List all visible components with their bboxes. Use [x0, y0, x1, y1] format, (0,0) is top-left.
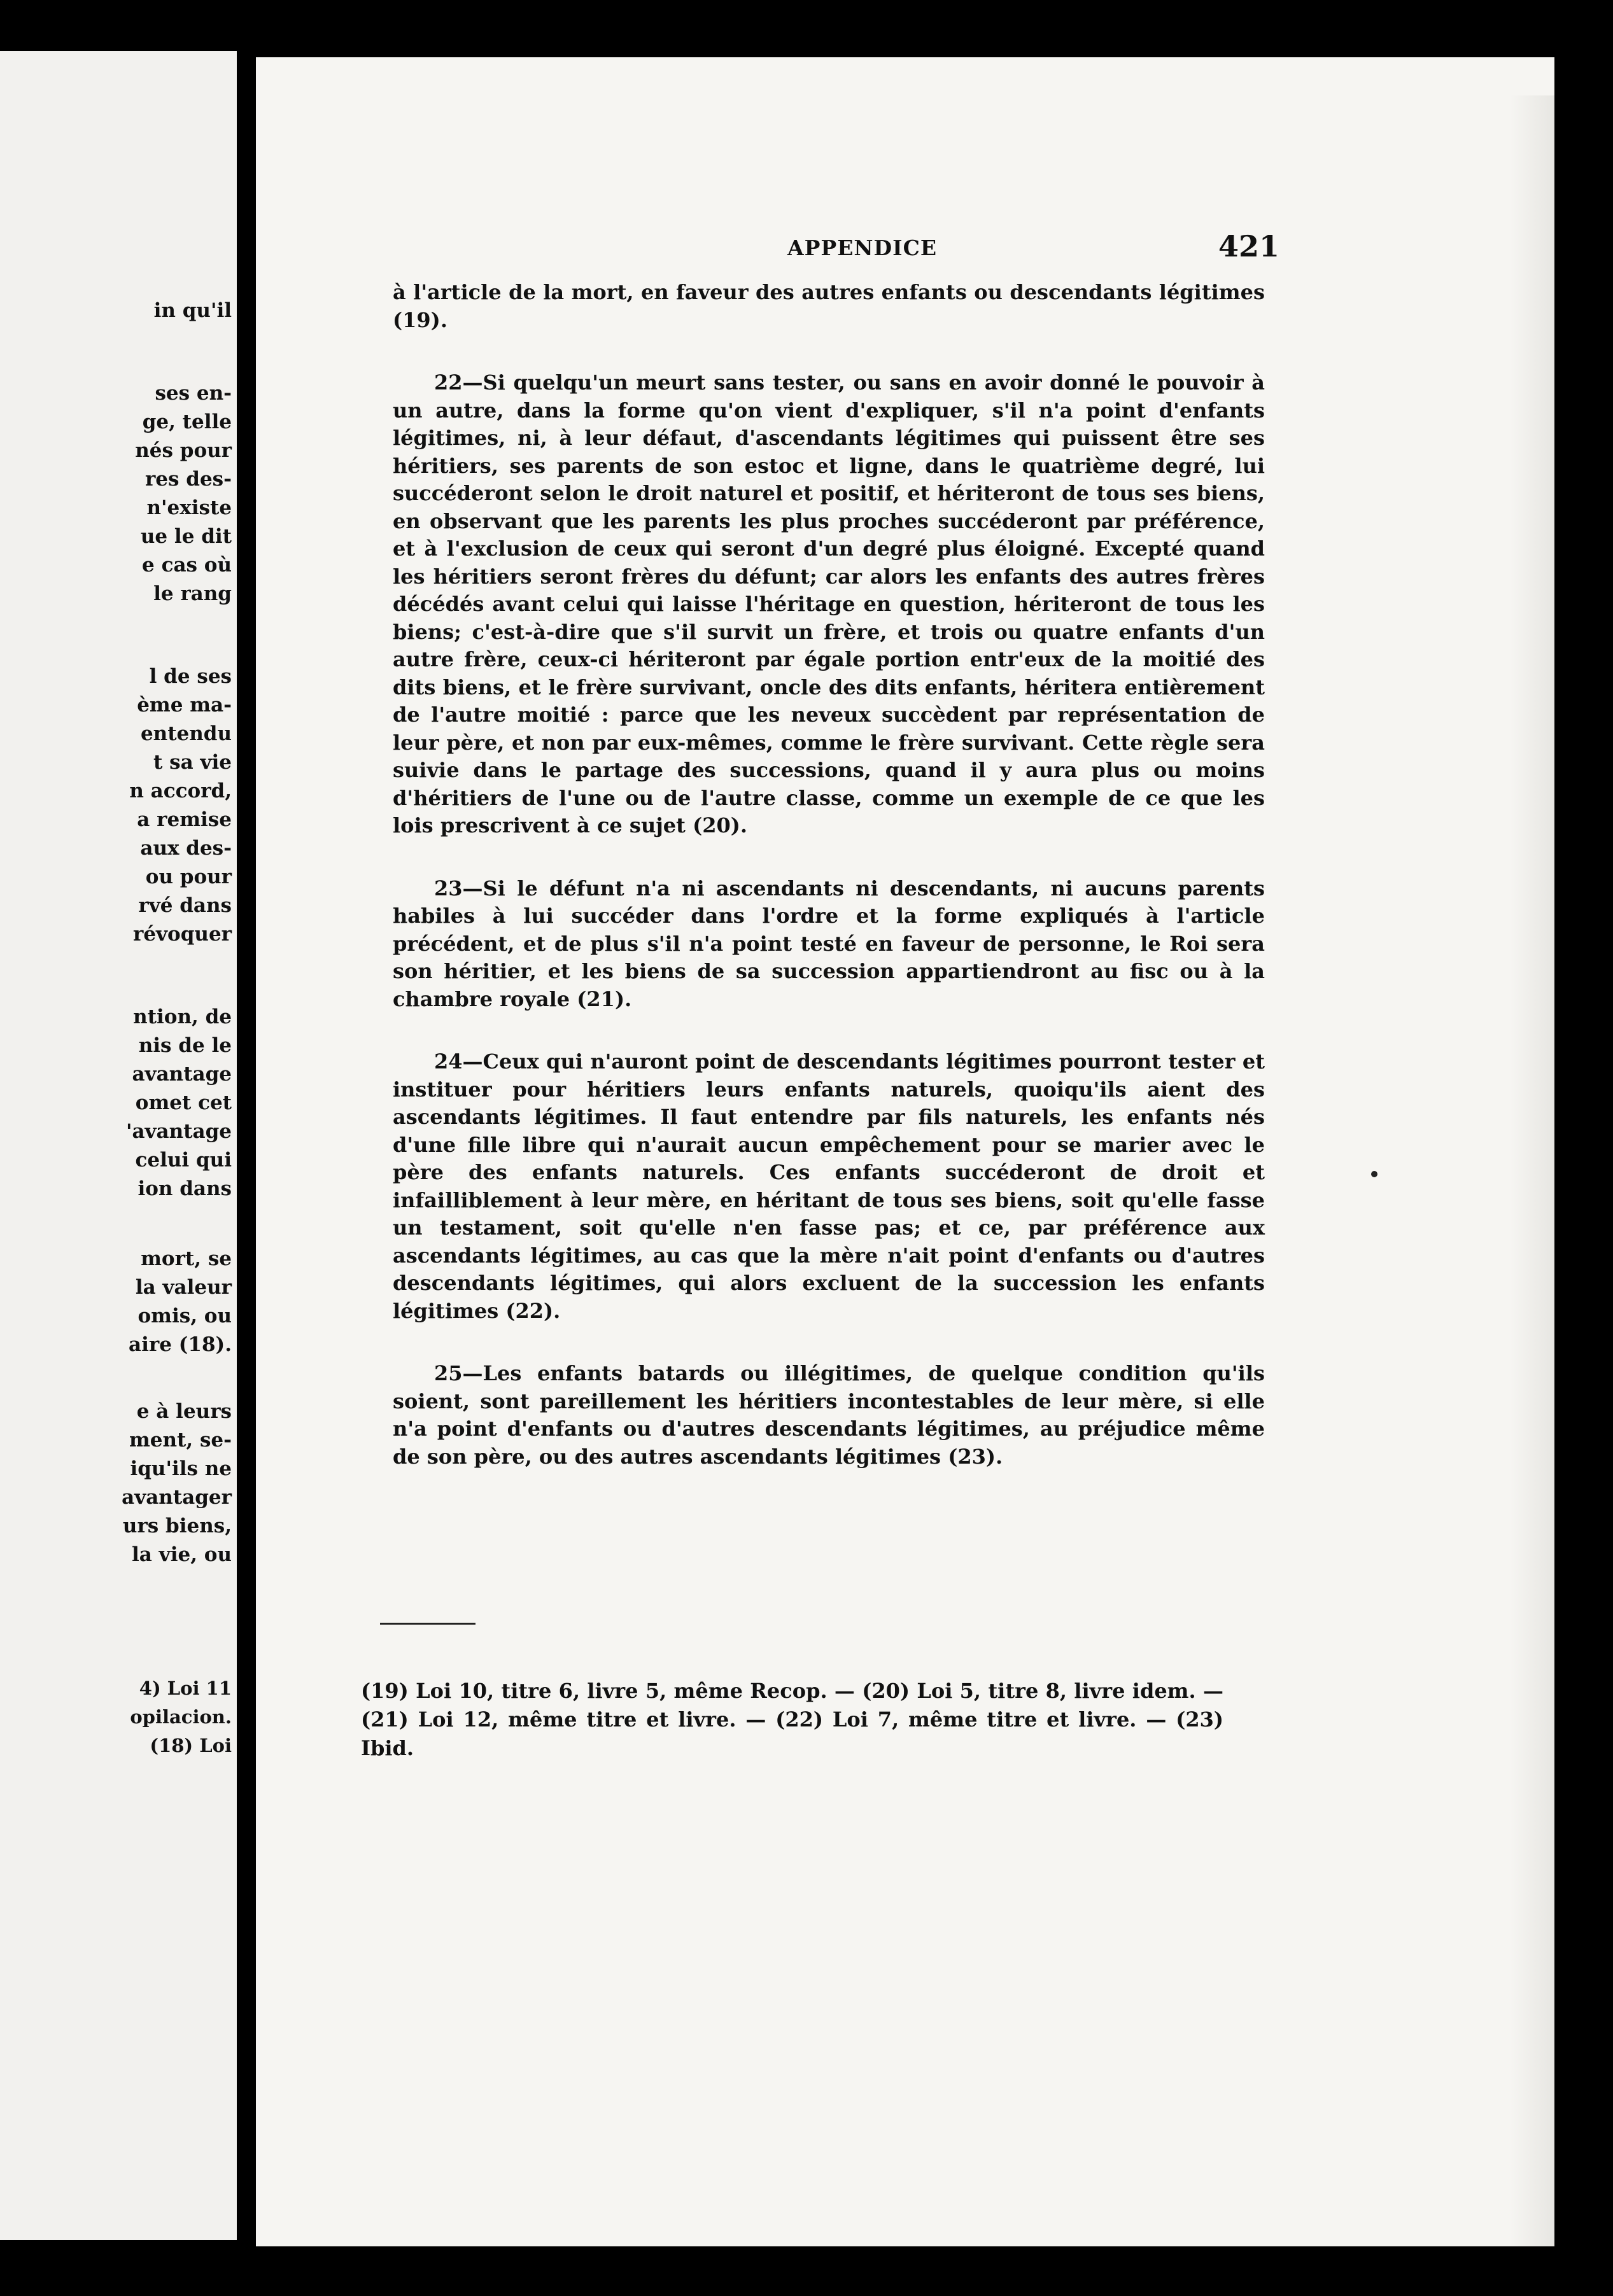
paragraph-article-23: 23—Si le défunt n'a ni ascendants ni descendants, ni aucuns parents habiles à lui succéder dans l'ordre et la forme expliqués à l'article précédent, et de plus s'il n'a point testé en faveur de personne, le Roi sera son héritier, et les biens de sa succession appartiendront au fisc ou à la chambre royale (21). [393, 876, 1265, 1011]
left-text-fragment: ge, telle [142, 410, 232, 433]
left-text-fragment: aire (18). [129, 1333, 232, 1356]
left-text-fragment: avantager [122, 1486, 232, 1509]
paragraph-article-22: 22—Si quelqu'un meurt sans tester, ou sans en avoir donné le pouvoir à un autre, dans la forme qu'on vient d'expliquer, s'il n'a point d'enfants légitimes, ni, à leur défaut, d'ascendants légitimes qui puissent être ses héritiers, ses parents de son estoc et ligne, dans le quatrième degré, lui succéderont selon le droit naturel et positif, et hériteront de tous ses biens, en observant que les parents les plus proches succéderont par préférence, et à l'exclusion de ceux qui seront d'un degré plus éloigné. Excepté quand les héritiers seront frères du défunt; car alors les enfants des autres frères décédés avant celui qui laisse l'héritage en question, hériteront de tous les biens; c'est-à-dire que s'il survit un frère, et trois ou quatre enfants d'un autre frère, ceux-ci hériteront par égale portion entr'eux de la moitié des dits biens, et le frère survivant, oncle des dits enfants, héritera entièrement de l'autre moitié : parce que les neveux succèdent par représentation de leur père, et non par eux-mêmes, comme le frère survivant. Cette règle sera suivie dans le partage des successions, quand il y aura plus ou moins d'héritiers de l'une ou de l'autre classe, comme un exemple de ce que les lois prescrivent à ce sujet (20). [393, 370, 1265, 837]
left-text-fragment: iqu'ils ne [130, 1457, 232, 1480]
left-text-fragment: urs biens, [122, 1515, 232, 1537]
left-text-fragment: e à leurs [136, 1400, 232, 1423]
left-text-fragment: ment, se- [129, 1429, 232, 1452]
left-text-fragment: ème ma- [137, 694, 232, 717]
footnotes: (19) Loi 10, titre 6, livre 5, même Recop. — (20) Loi 5, titre 8, livre idem. — (21) Loi 12, même titre et livre. — (22) Loi 7, même titre et livre. — (23) Ibid. [361, 1679, 1223, 1760]
left-text-fragment: ses en- [155, 382, 232, 405]
left-text-fragment: la valeur [135, 1276, 232, 1299]
left-text-fragment: l de ses [149, 665, 232, 688]
left-text-fragment: celui qui [135, 1149, 232, 1172]
left-footnote-fragment: opilacion. [130, 1706, 232, 1728]
left-text-fragment: n accord, [129, 780, 232, 802]
paragraph-continuation: à l'article de la mort, en faveur des autres enfants ou descendants légitimes (19). [393, 280, 1265, 332]
book-page [256, 57, 1554, 2246]
left-text-fragment: omis, ou [137, 1305, 232, 1327]
footnote-separator [380, 1623, 475, 1625]
paragraph-article-25: 25—Les enfants batards ou illégitimes, de quelque condition qu'ils soient, sont pareillement les héritiers incontestables de leur mère, si elle n'a point d'enfants ou d'autres descendants légitimes, au préjudice même de son père, ou des autres ascendants légitimes (23). [393, 1361, 1265, 1469]
left-text-fragment: t sa vie [153, 751, 232, 774]
left-text-fragment: nés pour [135, 439, 232, 462]
body-text [393, 279, 1265, 1506]
previous-page-strip [0, 51, 237, 2240]
left-text-fragment: la vie, ou [132, 1543, 232, 1566]
left-text-fragment: rvé dans [138, 894, 232, 917]
left-text-fragment: ue le dit [140, 525, 232, 548]
left-footnote-fragment: (18) Loi [150, 1735, 232, 1756]
left-text-fragment: ntion, de [133, 1005, 232, 1028]
running-title: APPENDICE [787, 235, 938, 260]
left-text-fragment: n'existe [146, 496, 232, 519]
left-text-fragment: aux des- [140, 837, 232, 860]
left-text-fragment: a remise [137, 808, 232, 831]
left-text-fragment: 'avantage [125, 1120, 232, 1143]
left-text-fragment: entendu [140, 722, 232, 745]
left-text-fragment: e cas où [142, 554, 232, 577]
page-number: 421 [1218, 229, 1280, 263]
book-gutter [237, 38, 256, 2265]
left-text-fragment: mort, se [141, 1247, 232, 1270]
left-text-fragment: in qu'il [153, 299, 232, 322]
left-text-fragment: le rang [153, 582, 232, 605]
left-text-fragment: révoquer [132, 923, 232, 946]
paragraph-article-24: 24—Ceux qui n'auront point de descendants légitimes pourront tester et instituer pour héritiers leurs enfants naturels, quoiqu'ils aient des ascendants légitimes. Il faut entendre par fils naturels, les enfants nés d'une fille libre qui n'aurait aucun empêchement pour se marier avec le père des enfants naturels. Ces enfants succéderont de droit et infailliblement à leur mère, en héritant de tous ses biens, soit qu'elle fasse un testament, soit qu'elle n'en fasse pas; et ce, par préférence aux ascendants légitimes, au cas que la mère n'ait point d'enfants ou d'autres descendants légitimes, qui alors excluent de la succession les enfants légitimes (22). [393, 1049, 1265, 1323]
left-text-fragment: res des- [144, 468, 232, 491]
left-text-fragment: avantage [132, 1063, 232, 1086]
left-text-fragment: ion dans [137, 1177, 232, 1200]
scan-speck [1371, 1171, 1377, 1177]
left-text-fragment: ou pour [145, 865, 232, 888]
page-edge-shadow [1510, 95, 1554, 2246]
left-footnote-fragment: 4) Loi 11 [139, 1677, 232, 1699]
left-text-fragment: omet cet [135, 1091, 232, 1114]
left-text-fragment: nis de le [138, 1034, 232, 1057]
